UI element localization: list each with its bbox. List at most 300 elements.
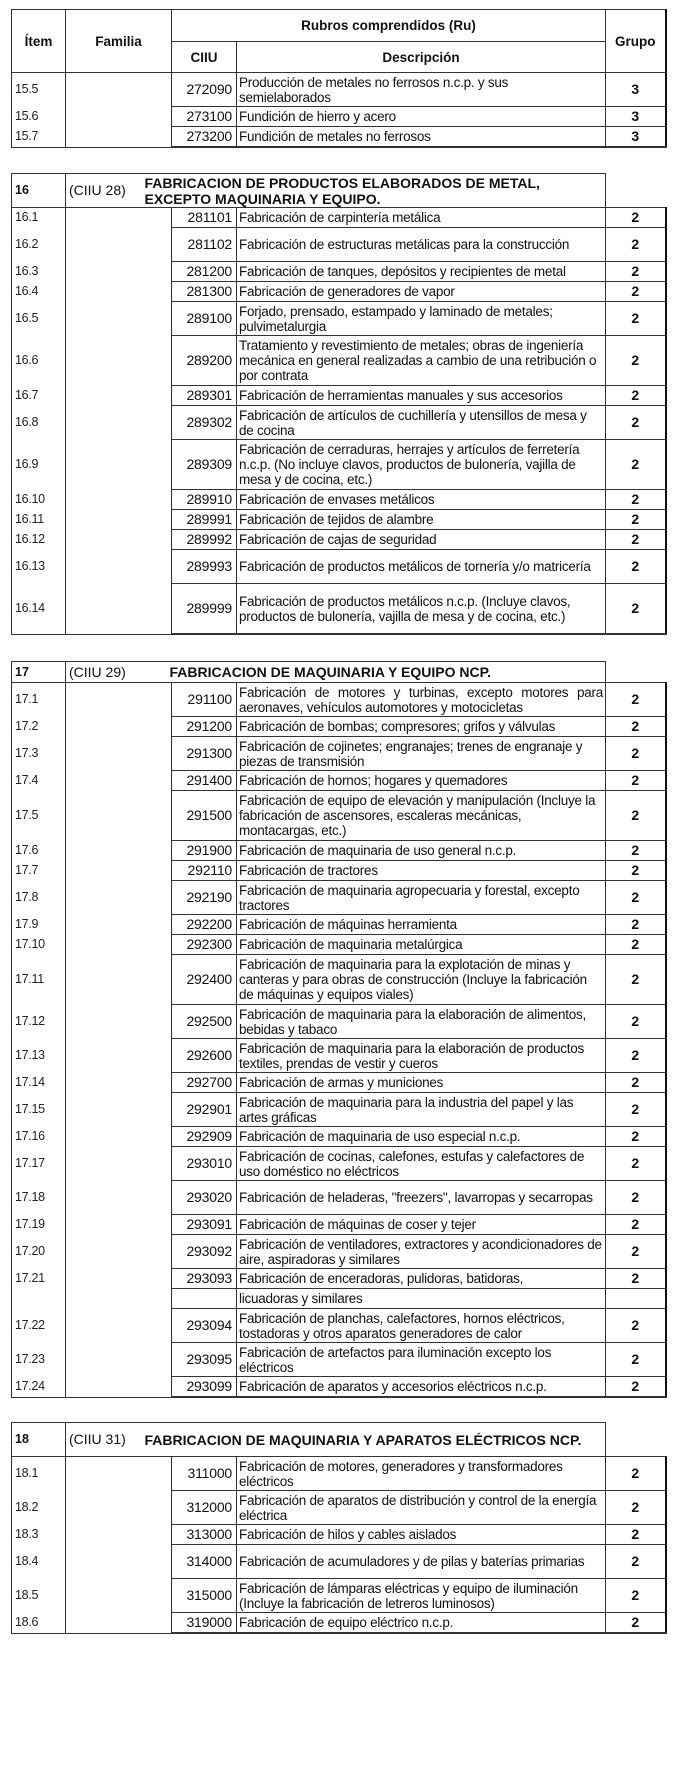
row-grupo: 2 — [606, 1039, 666, 1073]
row-descripcion: licuadoras y similares — [237, 1289, 606, 1309]
row-grupo — [606, 1289, 666, 1309]
row-descripcion: Fabricación de artículos de cuchillería y utensillos de mesa y de cocina — [237, 406, 606, 440]
row-descripcion: Fabricación de ventiladores, extractores y acondicionadores de aire, aspiradoras y similares — [237, 1235, 606, 1269]
row-familia — [66, 683, 172, 717]
row-familia — [66, 1269, 172, 1289]
row-descripcion: Fabricación de maquinaria para la explotación de minas y canteras y para obras de construcción (Incluye la fabricación de máquinas y equipos viales) — [237, 955, 606, 1005]
row-familia — [66, 1147, 172, 1181]
row-descripcion: Fabricación de equipo de elevación y manipulación (Incluye la fabricación de ascensores, escaleras mecánicas, montacargas, etc.) — [237, 791, 606, 841]
row-ciiu: 314000 — [172, 1545, 237, 1579]
row-item: 15.5 — [12, 73, 66, 107]
row-ciiu: 292600 — [172, 1039, 237, 1073]
table-row-continuation — [12, 1289, 666, 1309]
row-item: 17.10 — [12, 935, 66, 955]
header-ciiu: CIIU — [172, 42, 237, 73]
table-row — [12, 302, 666, 336]
row-grupo: 2 — [606, 1127, 666, 1147]
table-row — [12, 336, 666, 386]
row-grupo: 2 — [606, 282, 666, 302]
table-row — [12, 386, 666, 406]
table-section-16 — [11, 173, 667, 635]
table-row — [12, 1545, 666, 1579]
row-grupo: 2 — [606, 861, 666, 881]
row-familia — [66, 1545, 172, 1579]
row-ciiu: 293020 — [172, 1181, 237, 1215]
row-item: 17.16 — [12, 1127, 66, 1147]
row-grupo: 2 — [606, 1545, 666, 1579]
table-row — [12, 228, 666, 262]
row-descripcion: Fabricación de herramientas manuales y sus accesorios — [237, 386, 606, 406]
row-item: 17.8 — [12, 881, 66, 915]
row-familia — [66, 208, 172, 228]
row-ciiu: 289302 — [172, 406, 237, 440]
row-item: 17.13 — [12, 1039, 66, 1073]
row-ciiu: 289992 — [172, 530, 237, 550]
row-grupo: 2 — [606, 717, 666, 737]
row-grupo: 2 — [606, 1309, 666, 1343]
row-ciiu — [172, 1289, 237, 1309]
table-row — [12, 127, 666, 148]
row-grupo: 2 — [606, 1181, 666, 1215]
row-ciiu: 293091 — [172, 1215, 237, 1235]
row-descripcion: Fundición de hierro y acero — [237, 107, 606, 127]
row-grupo: 2 — [606, 737, 666, 771]
row-item: 17.3 — [12, 737, 66, 771]
row-descripcion: Fabricación de maquinaria de uso especial n.c.p. — [237, 1127, 606, 1147]
section-ciiu-code: (CIIU 28) — [66, 174, 172, 208]
table-row — [12, 881, 666, 915]
row-item: 16.8 — [12, 406, 66, 440]
row-familia — [66, 406, 172, 440]
row-ciiu: 292200 — [172, 915, 237, 935]
row-descripcion: Fabricación de maquinaria metalúrgica — [237, 935, 606, 955]
row-familia — [66, 1491, 172, 1525]
row-ciiu: 281200 — [172, 262, 237, 282]
row-item: 17.17 — [12, 1147, 66, 1181]
row-grupo: 2 — [606, 1613, 666, 1634]
row-descripcion: Fabricación de planchas, calefactores, hornos eléctricos, tostadoras y otros aparatos generadores de calor — [237, 1309, 606, 1343]
table-row — [12, 737, 666, 771]
row-item: 17.18 — [12, 1181, 66, 1215]
row-item: 17.2 — [12, 717, 66, 737]
row-descripcion: Fabricación de heladeras, "freezers", lavarropas y secarropas — [237, 1181, 606, 1215]
row-descripcion: Producción de metales no ferrosos n.c.p. y sus semielaborados — [237, 73, 606, 107]
section-header-18 — [12, 1423, 666, 1457]
table-row — [12, 1181, 666, 1215]
row-item: 16.11 — [12, 510, 66, 530]
row-familia — [66, 841, 172, 861]
row-descripcion: Fabricación de acumuladores y de pilas y baterías primarias — [237, 1545, 606, 1579]
table-row — [12, 1127, 666, 1147]
row-familia — [66, 1309, 172, 1343]
table-row — [12, 1147, 666, 1181]
row-familia — [66, 737, 172, 771]
row-item: 17.9 — [12, 915, 66, 935]
row-descripcion: Fabricación de aparatos y accesorios eléctricos n.c.p. — [237, 1377, 606, 1398]
row-descripcion: Fabricación de bombas; compresores; grifos y válvulas — [237, 717, 606, 737]
row-grupo: 2 — [606, 683, 666, 717]
row-descripcion: Fabricación de aparatos de distribución y control de la energía eléctrica — [237, 1491, 606, 1525]
row-descripcion: Fabricación de enceradoras, pulidoras, batidoras, — [237, 1269, 606, 1289]
header-familia: Familia — [66, 10, 172, 73]
row-familia — [66, 1289, 172, 1309]
row-ciiu: 291400 — [172, 771, 237, 791]
table-row — [12, 717, 666, 737]
header-grupo: Grupo — [606, 10, 666, 73]
table-row — [12, 955, 666, 1005]
row-grupo: 2 — [606, 406, 666, 440]
row-familia — [66, 791, 172, 841]
row-ciiu: 292500 — [172, 1005, 237, 1039]
row-descripcion: Fabricación de tractores — [237, 861, 606, 881]
row-ciiu: 289200 — [172, 336, 237, 386]
row-descripcion: Fabricación de cajas de seguridad — [237, 530, 606, 550]
table-row — [12, 282, 666, 302]
row-descripcion: Fabricación de generadores de vapor — [237, 282, 606, 302]
row-descripcion: Fabricación de maquinaria para la elaboración de productos textiles, prendas de vestir y cueros — [237, 1039, 606, 1073]
table-row — [12, 683, 666, 717]
row-ciiu: 291100 — [172, 683, 237, 717]
row-grupo: 3 — [606, 107, 666, 127]
row-familia — [66, 1235, 172, 1269]
row-ciiu: 289993 — [172, 550, 237, 584]
table-section-18 — [11, 1422, 667, 1634]
row-item: 18.6 — [12, 1613, 66, 1634]
row-grupo: 2 — [606, 440, 666, 490]
row-descripcion: Fabricación de hilos y cables aislados — [237, 1525, 606, 1545]
row-descripcion: Fundición de metales no ferrosos — [237, 127, 606, 148]
row-descripcion: Fabricación de máquinas de coser y tejer — [237, 1215, 606, 1235]
row-item: 17.1 — [12, 683, 66, 717]
row-ciiu: 273200 — [172, 127, 237, 148]
row-item: 16.7 — [12, 386, 66, 406]
section-title: FABRICACION DE MAQUINARIA Y EQUIPO NCP. — [172, 662, 606, 683]
row-descripcion: Fabricación de motores, generadores y transformadores eléctricos — [237, 1457, 606, 1491]
row-descripcion: Fabricación de estructuras metálicas para la construcción — [237, 228, 606, 262]
row-familia — [66, 228, 172, 262]
table-row — [12, 208, 666, 228]
row-ciiu: 291300 — [172, 737, 237, 771]
table-row — [12, 1039, 666, 1073]
row-ciiu: 312000 — [172, 1491, 237, 1525]
row-grupo: 2 — [606, 955, 666, 1005]
row-familia — [66, 530, 172, 550]
table-row — [12, 584, 666, 635]
row-ciiu: 293092 — [172, 1235, 237, 1269]
header-item: Ítem — [12, 10, 66, 73]
row-grupo: 3 — [606, 73, 666, 107]
section-header-17 — [12, 662, 666, 683]
table-row — [12, 530, 666, 550]
row-ciiu: 315000 — [172, 1579, 237, 1613]
row-familia — [66, 1005, 172, 1039]
table-row — [12, 1613, 666, 1634]
row-ciiu: 281102 — [172, 228, 237, 262]
row-item: 16.2 — [12, 228, 66, 262]
row-grupo: 2 — [606, 1235, 666, 1269]
row-ciiu: 291500 — [172, 791, 237, 841]
row-familia — [66, 1343, 172, 1377]
row-item: 17.19 — [12, 1215, 66, 1235]
table-row — [12, 1235, 666, 1269]
row-item: 17.4 — [12, 771, 66, 791]
row-grupo: 2 — [606, 1147, 666, 1181]
row-item: 16.1 — [12, 208, 66, 228]
table-row — [12, 915, 666, 935]
row-familia — [66, 1127, 172, 1147]
row-ciiu: 313000 — [172, 1525, 237, 1545]
row-descripcion: Fabricación de equipo eléctrico n.c.p. — [237, 1613, 606, 1634]
table-row — [12, 935, 666, 955]
row-grupo: 2 — [606, 510, 666, 530]
section-number: 16 — [12, 174, 66, 208]
table-row — [12, 440, 666, 490]
row-descripcion: Fabricación de cojinetes; engranajes; trenes de engranaje y piezas de transmisión — [237, 737, 606, 771]
row-descripcion: Fabricación de maquinaria para la elaboración de alimentos, bebidas y tabaco — [237, 1005, 606, 1039]
row-ciiu: 281101 — [172, 208, 237, 228]
row-ciiu: 289309 — [172, 440, 237, 490]
row-descripcion: Fabricación de cocinas, calefones, estufas y calefactores de uso doméstico no eléctricos — [237, 1147, 606, 1181]
table-row — [12, 1377, 666, 1398]
row-familia — [66, 440, 172, 490]
table-row — [12, 107, 666, 127]
row-item: 16.13 — [12, 550, 66, 584]
row-descripcion: Fabricación de armas y municiones — [237, 1073, 606, 1093]
row-item: 17.15 — [12, 1093, 66, 1127]
row-ciiu: 293010 — [172, 1147, 237, 1181]
row-grupo: 2 — [606, 1457, 666, 1491]
row-familia — [66, 550, 172, 584]
row-grupo: 2 — [606, 530, 666, 550]
table-row — [12, 1457, 666, 1491]
section-title: FABRICACION DE PRODUCTOS ELABORADOS DE METAL, EXCEPTO MAQUINARIA Y EQUIPO. — [172, 174, 606, 208]
row-familia — [66, 510, 172, 530]
section-grupo-empty — [606, 1423, 666, 1457]
row-item: 16.10 — [12, 490, 66, 510]
row-ciiu: 289100 — [172, 302, 237, 336]
row-descripcion: Forjado, prensado, estampado y laminado de metales; pulvimetalurgia — [237, 302, 606, 336]
table-section-17 — [11, 661, 667, 1398]
row-ciiu: 292901 — [172, 1093, 237, 1127]
table-row — [12, 1309, 666, 1343]
row-descripcion: Fabricación de hornos; hogares y quemadores — [237, 771, 606, 791]
section-title: FABRICACION DE MAQUINARIA Y APARATOS ELÉCTRICOS NCP. — [172, 1423, 606, 1457]
row-descripcion: Fabricación de productos metálicos n.c.p. (Incluye clavos, productos de bulonería, vajilla de mesa y de cocina, etc.) — [237, 584, 606, 635]
row-ciiu: 292110 — [172, 861, 237, 881]
row-familia — [66, 302, 172, 336]
row-item: 15.6 — [12, 107, 66, 127]
header-rubros: Rubros comprendidos (Ru) — [172, 10, 606, 42]
row-descripcion: Fabricación de carpintería metálica — [237, 208, 606, 228]
row-item: 16.3 — [12, 262, 66, 282]
row-familia — [66, 1181, 172, 1215]
row-descripcion: Fabricación de maquinaria agropecuaria y forestal, excepto tractores — [237, 881, 606, 915]
row-familia — [66, 1457, 172, 1491]
row-familia — [66, 282, 172, 302]
row-item: 17.14 — [12, 1073, 66, 1093]
row-grupo: 2 — [606, 386, 666, 406]
row-familia — [66, 771, 172, 791]
row-item: 17.20 — [12, 1235, 66, 1269]
row-ciiu: 319000 — [172, 1613, 237, 1634]
row-ciiu: 281300 — [172, 282, 237, 302]
row-grupo: 2 — [606, 771, 666, 791]
row-grupo: 2 — [606, 1093, 666, 1127]
row-ciiu: 311000 — [172, 1457, 237, 1491]
row-item: 16.4 — [12, 282, 66, 302]
row-familia — [66, 1039, 172, 1073]
row-item: 16.12 — [12, 530, 66, 550]
row-grupo: 2 — [606, 228, 666, 262]
row-item — [12, 1289, 66, 1309]
row-item: 17.21 — [12, 1269, 66, 1289]
row-item: 17.23 — [12, 1343, 66, 1377]
row-item: 17.24 — [12, 1377, 66, 1398]
row-grupo: 2 — [606, 881, 666, 915]
row-grupo: 2 — [606, 550, 666, 584]
row-grupo: 2 — [606, 1269, 666, 1289]
row-ciiu: 293099 — [172, 1377, 237, 1398]
row-ciiu: 289999 — [172, 584, 237, 635]
row-ciiu: 289301 — [172, 386, 237, 406]
section-grupo-empty — [606, 174, 666, 208]
row-familia — [66, 1093, 172, 1127]
row-item: 16.14 — [12, 584, 66, 635]
row-familia — [66, 1073, 172, 1093]
row-item: 16.5 — [12, 302, 66, 336]
row-grupo: 2 — [606, 1491, 666, 1525]
row-descripcion: Tratamiento y revestimiento de metales; obras de ingeniería mecánica en general realizadas a cambio de una retribución o por contrata — [237, 336, 606, 386]
table-section-15 — [11, 9, 667, 148]
row-familia — [66, 915, 172, 935]
row-item: 18.1 — [12, 1457, 66, 1491]
row-item: 17.12 — [12, 1005, 66, 1039]
table-row — [12, 1005, 666, 1039]
table-row — [12, 861, 666, 881]
row-familia — [66, 490, 172, 510]
row-familia — [66, 717, 172, 737]
section-number: 18 — [12, 1423, 66, 1457]
row-ciiu: 292700 — [172, 1073, 237, 1093]
row-grupo: 2 — [606, 1005, 666, 1039]
row-ciiu: 293094 — [172, 1309, 237, 1343]
section-ciiu-code: (CIIU 29) — [66, 662, 172, 683]
row-familia — [66, 955, 172, 1005]
table-row — [12, 550, 666, 584]
row-grupo: 2 — [606, 584, 666, 635]
row-familia — [66, 935, 172, 955]
row-ciiu: 293093 — [172, 1269, 237, 1289]
row-grupo: 2 — [606, 1525, 666, 1545]
row-grupo: 2 — [606, 1073, 666, 1093]
row-familia — [66, 861, 172, 881]
row-ciiu: 289910 — [172, 490, 237, 510]
row-item: 17.22 — [12, 1309, 66, 1343]
row-familia — [66, 386, 172, 406]
row-familia — [66, 1215, 172, 1235]
row-grupo: 2 — [606, 262, 666, 282]
table-row — [12, 510, 666, 530]
row-ciiu: 292300 — [172, 935, 237, 955]
section-grupo-empty — [606, 662, 666, 683]
row-grupo: 2 — [606, 1377, 666, 1398]
row-ciiu: 272090 — [172, 73, 237, 107]
table-row — [12, 1269, 666, 1289]
row-descripcion: Fabricación de motores y turbinas, excepto motores para aeronaves, vehículos automotores y motocicletas — [237, 683, 606, 717]
row-familia — [66, 107, 172, 127]
row-item: 17.6 — [12, 841, 66, 861]
row-item: 18.4 — [12, 1545, 66, 1579]
table-row — [12, 841, 666, 861]
row-ciiu: 292909 — [172, 1127, 237, 1147]
row-familia — [66, 1579, 172, 1613]
table-row — [12, 1579, 666, 1613]
row-ciiu: 292190 — [172, 881, 237, 915]
row-grupo: 2 — [606, 791, 666, 841]
row-descripcion: Fabricación de máquinas herramienta — [237, 915, 606, 935]
row-familia — [66, 881, 172, 915]
row-familia — [66, 1377, 172, 1398]
row-item: 17.7 — [12, 861, 66, 881]
row-familia — [66, 262, 172, 282]
row-item: 16.6 — [12, 336, 66, 386]
row-familia — [66, 127, 172, 148]
table-row — [12, 73, 666, 107]
row-grupo: 2 — [606, 841, 666, 861]
row-descripcion: Fabricación de maquinaria para la industria del papel y las artes gráficas — [237, 1093, 606, 1127]
row-familia — [66, 336, 172, 386]
row-ciiu: 291900 — [172, 841, 237, 861]
row-item: 18.2 — [12, 1491, 66, 1525]
row-grupo: 2 — [606, 935, 666, 955]
row-familia — [66, 584, 172, 635]
row-grupo: 2 — [606, 208, 666, 228]
row-grupo: 2 — [606, 915, 666, 935]
row-familia — [66, 1525, 172, 1545]
row-descripcion: Fabricación de artefactos para iluminación excepto los eléctricos — [237, 1343, 606, 1377]
table-row — [12, 406, 666, 440]
row-grupo: 2 — [606, 1343, 666, 1377]
table-row — [12, 262, 666, 282]
table-row — [12, 771, 666, 791]
section-number: 17 — [12, 662, 66, 683]
table-row — [12, 1093, 666, 1127]
row-grupo: 2 — [606, 302, 666, 336]
row-item: 17.5 — [12, 791, 66, 841]
row-item: 17.11 — [12, 955, 66, 1005]
row-ciiu: 289991 — [172, 510, 237, 530]
table-row — [12, 791, 666, 841]
row-grupo: 3 — [606, 127, 666, 148]
row-grupo: 2 — [606, 336, 666, 386]
row-descripcion: Fabricación de maquinaria de uso general n.c.p. — [237, 841, 606, 861]
table-row — [12, 1215, 666, 1235]
row-familia — [66, 1613, 172, 1634]
row-grupo: 2 — [606, 1579, 666, 1613]
row-descripcion: Fabricación de productos metálicos de tornería y/o matricería — [237, 550, 606, 584]
row-grupo: 2 — [606, 1215, 666, 1235]
table-row — [12, 1073, 666, 1093]
section-ciiu-code: (CIIU 31) — [66, 1423, 172, 1457]
row-item: 16.9 — [12, 440, 66, 490]
row-ciiu: 291200 — [172, 717, 237, 737]
row-descripcion: Fabricación de tanques, depósitos y recipientes de metal — [237, 262, 606, 282]
table-row — [12, 1343, 666, 1377]
row-item: 18.3 — [12, 1525, 66, 1545]
row-ciiu: 292400 — [172, 955, 237, 1005]
section-header-16 — [12, 174, 666, 208]
row-ciiu: 273100 — [172, 107, 237, 127]
